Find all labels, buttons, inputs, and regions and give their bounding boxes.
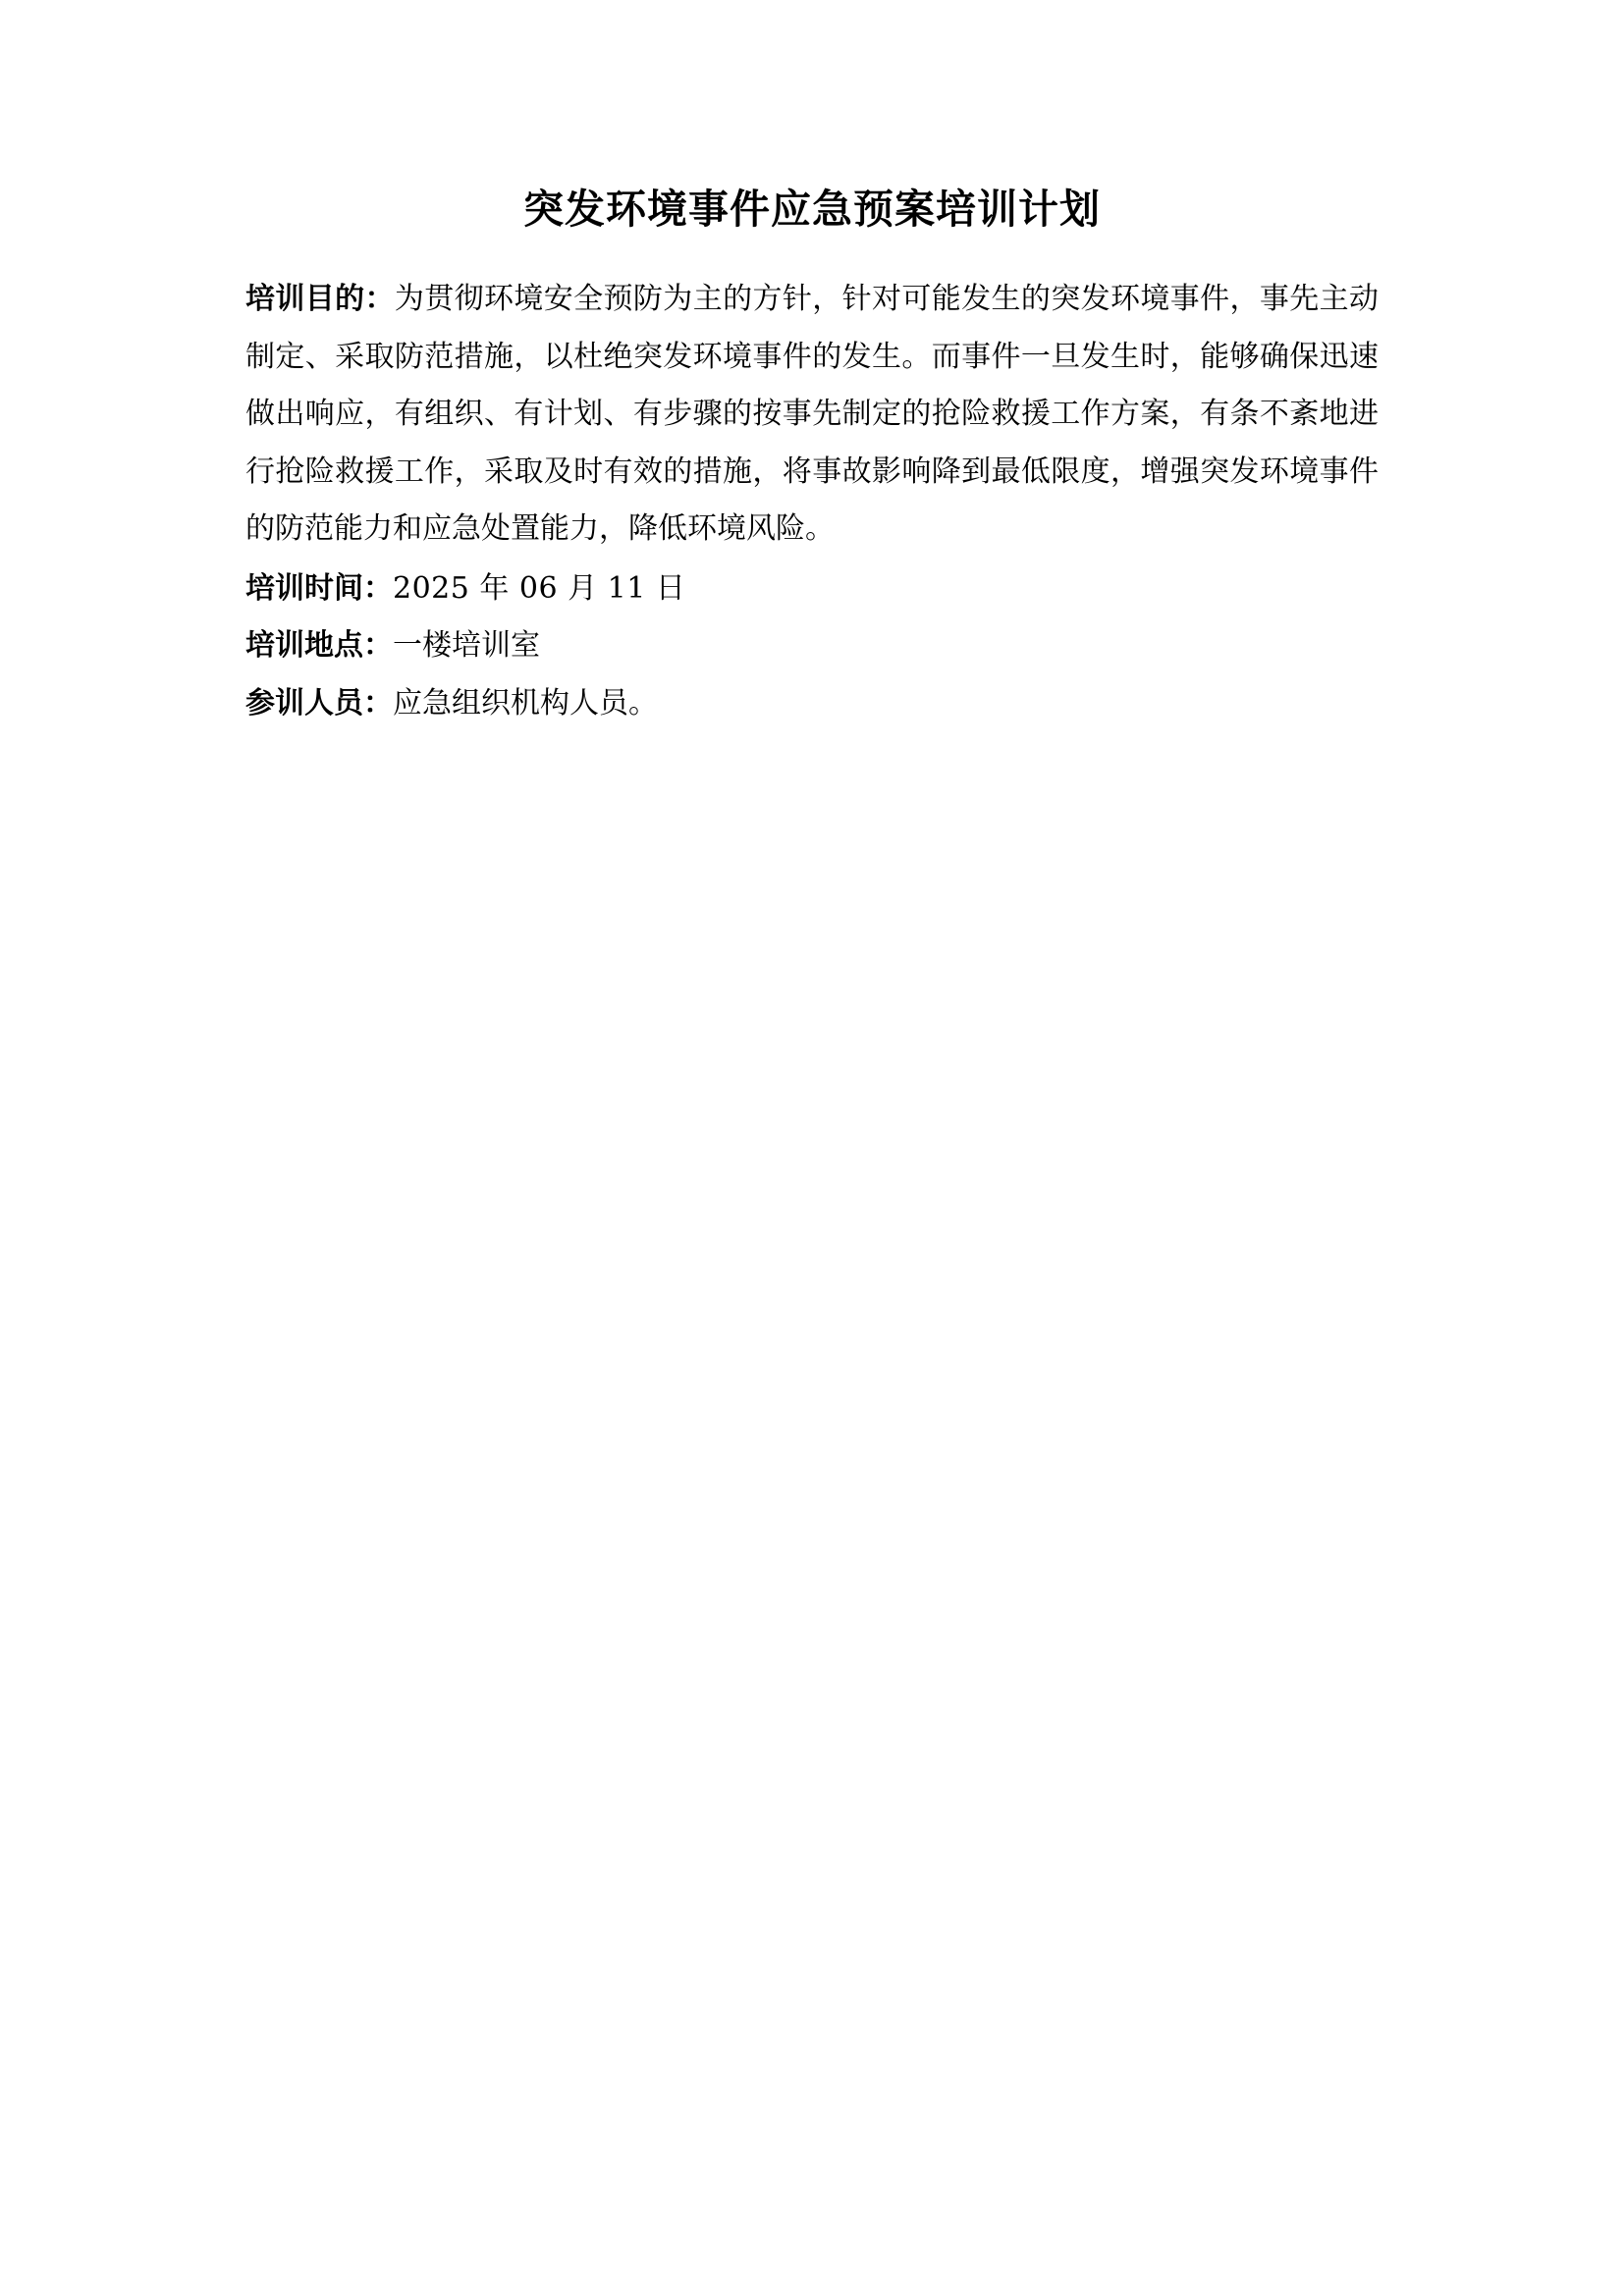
training-location-label: 培训地点： — [245, 628, 393, 664]
training-location-value: 一楼培训室 — [393, 628, 540, 664]
training-location-line — [245, 617, 1379, 675]
purpose-paragraph — [245, 271, 1379, 559]
purpose-text: 为贯彻环境安全预防为主的方针，针对可能发生的突发环境事件，事先主动制定、采取防范措施，以杜绝突发环境事件的发生。而事件一旦发生时，能够确保迅速做出响应，有组织、有计划、有步骤的按事先制定的抢险救援工作方案，有条不紊地进行抢险救援工作，采取及时有效的措施，将事故影响降到最低限度，增强突发环境事件的防范能力和应急处置能力，降低环境风险。 — [245, 282, 1380, 547]
training-time-label: 培训时间： — [245, 570, 393, 606]
training-time-value: 2025 年 06 月 11 日 — [393, 570, 686, 606]
page-title: 突发环境事件应急预案培训计划 — [523, 186, 1101, 233]
purpose-label: 培训目的： — [245, 282, 395, 317]
training-time-line — [245, 561, 1379, 618]
participants-label: 参训人员： — [245, 685, 393, 721]
participants-value: 应急组织机构人员。 — [393, 685, 658, 721]
document-body — [245, 271, 1379, 732]
participants-line — [245, 675, 1379, 733]
